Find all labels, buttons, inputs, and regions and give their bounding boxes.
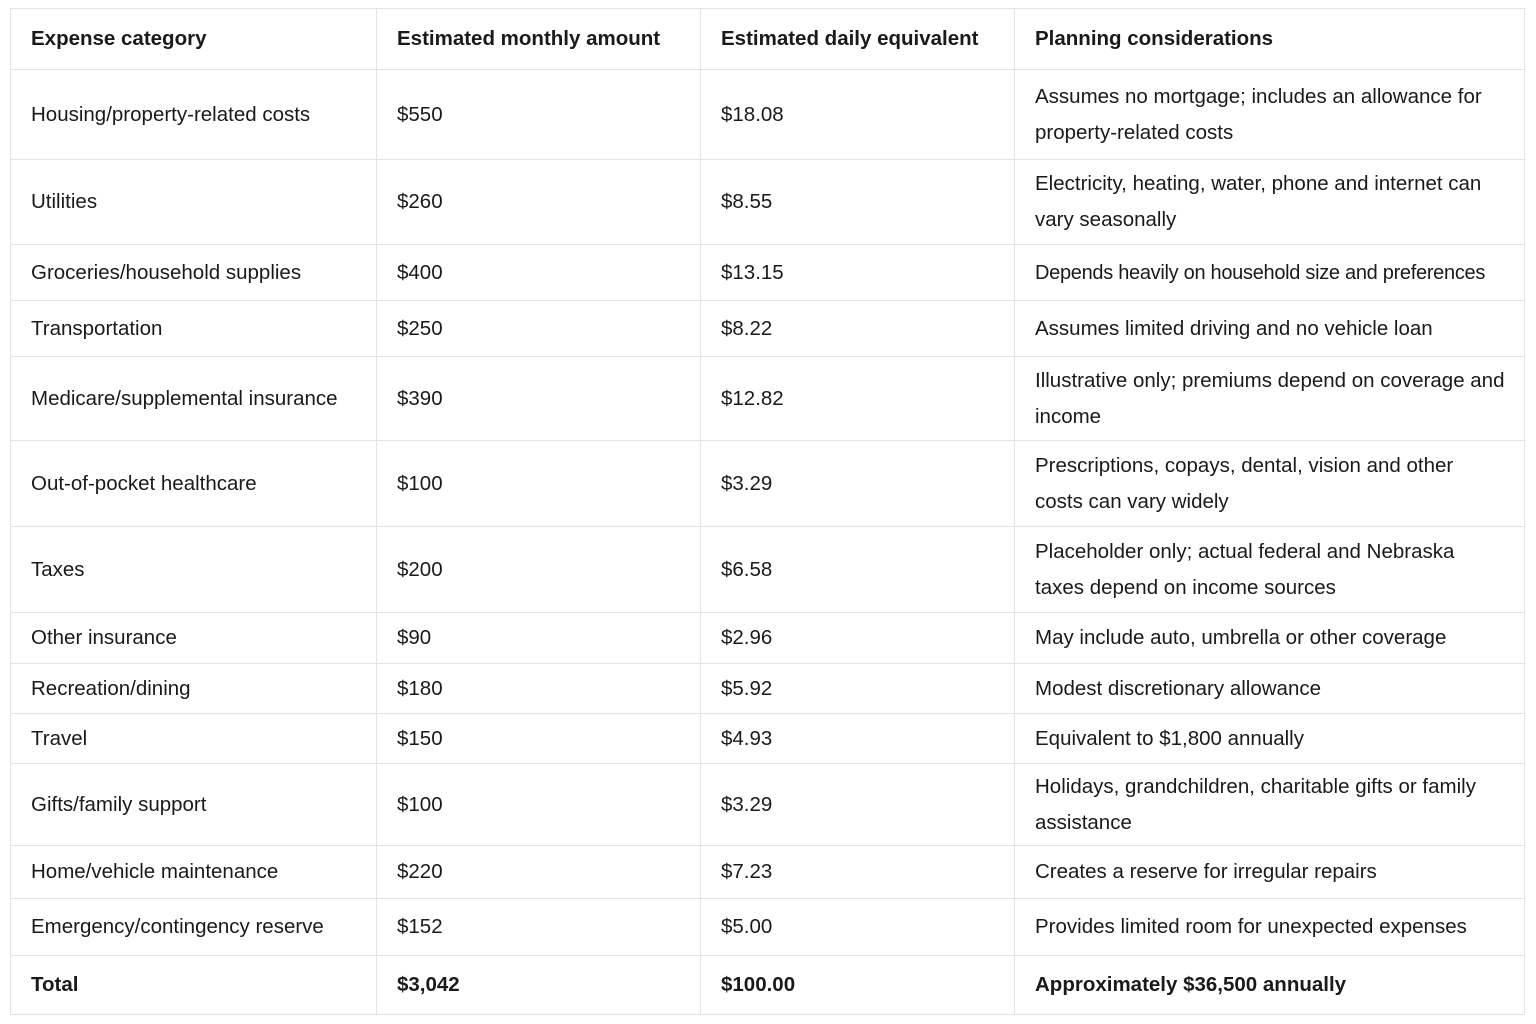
header-expense-category: Expense category — [11, 9, 377, 70]
table-row — [11, 441, 1525, 527]
cell-monthly: $260 — [377, 160, 701, 245]
header-daily-equivalent: Estimated daily equivalent — [701, 9, 1015, 70]
cell-category: Recreation/dining — [11, 664, 377, 714]
cell-note: Depends heavily on household size and preferences — [1015, 245, 1525, 301]
cell-note: Assumes limited driving and no vehicle loan — [1015, 301, 1525, 357]
table-row — [11, 664, 1525, 714]
cell-note: Creates a reserve for irregular repairs — [1015, 846, 1525, 899]
cell-daily: $8.22 — [701, 301, 1015, 357]
table-row — [11, 846, 1525, 899]
cell-category: Gifts/family support — [11, 764, 377, 846]
cell-note: Provides limited room for unexpected expenses — [1015, 899, 1525, 956]
cell-category: Groceries/household supplies — [11, 245, 377, 301]
table-row — [11, 357, 1525, 441]
cell-category: Taxes — [11, 527, 377, 613]
cell-daily: $6.58 — [701, 527, 1015, 613]
total-note: Approximately $36,500 annually — [1015, 956, 1525, 1015]
cell-monthly: $100 — [377, 441, 701, 527]
cell-note: Illustrative only; premiums depend on coverage and income — [1015, 357, 1525, 441]
total-daily: $100.00 — [701, 956, 1015, 1015]
cell-monthly: $250 — [377, 301, 701, 357]
table-row — [11, 714, 1525, 764]
cell-category: Transportation — [11, 301, 377, 357]
cell-daily: $18.08 — [701, 70, 1015, 160]
cell-monthly: $200 — [377, 527, 701, 613]
cell-note: Placeholder only; actual federal and Nebraska taxes depend on income sources — [1015, 527, 1525, 613]
cell-daily: $3.29 — [701, 764, 1015, 846]
cell-monthly: $390 — [377, 357, 701, 441]
cell-monthly: $150 — [377, 714, 701, 764]
cell-category: Other insurance — [11, 613, 377, 664]
total-label: Total — [11, 956, 377, 1015]
cell-note: May include auto, umbrella or other coverage — [1015, 613, 1525, 664]
cell-category: Emergency/contingency reserve — [11, 899, 377, 956]
cell-note: Assumes no mortgage; includes an allowance for property-related costs — [1015, 70, 1525, 160]
table-row — [11, 70, 1525, 160]
cell-monthly: $100 — [377, 764, 701, 846]
table-row — [11, 899, 1525, 956]
cell-daily: $8.55 — [701, 160, 1015, 245]
cell-note: Modest discretionary allowance — [1015, 664, 1525, 714]
cell-note: Holidays, grandchildren, charitable gifts or family assistance — [1015, 764, 1525, 846]
cell-daily: $12.82 — [701, 357, 1015, 441]
total-monthly: $3,042 — [377, 956, 701, 1015]
cell-category: Travel — [11, 714, 377, 764]
cell-monthly: $90 — [377, 613, 701, 664]
table-total-row — [11, 956, 1525, 1015]
cell-category: Utilities — [11, 160, 377, 245]
cell-note: Equivalent to $1,800 annually — [1015, 714, 1525, 764]
expense-table-container — [10, 8, 1524, 1015]
cell-daily: $2.96 — [701, 613, 1015, 664]
cell-category: Housing/property-related costs — [11, 70, 377, 160]
table-row — [11, 527, 1525, 613]
header-monthly-amount: Estimated monthly amount — [377, 9, 701, 70]
cell-category: Medicare/supplemental insurance — [11, 357, 377, 441]
cell-daily: $7.23 — [701, 846, 1015, 899]
cell-daily: $5.00 — [701, 899, 1015, 956]
cell-monthly: $180 — [377, 664, 701, 714]
table-row — [11, 160, 1525, 245]
cell-note: Electricity, heating, water, phone and internet can vary seasonally — [1015, 160, 1525, 245]
cell-daily: $3.29 — [701, 441, 1015, 527]
cell-note: Prescriptions, copays, dental, vision and other costs can vary widely — [1015, 441, 1525, 527]
cell-category: Home/vehicle maintenance — [11, 846, 377, 899]
table-row — [11, 613, 1525, 664]
table-row — [11, 245, 1525, 301]
cell-monthly: $550 — [377, 70, 701, 160]
table-row — [11, 764, 1525, 846]
cell-monthly: $152 — [377, 899, 701, 956]
cell-daily: $5.92 — [701, 664, 1015, 714]
cell-daily: $13.15 — [701, 245, 1015, 301]
cell-category: Out-of-pocket healthcare — [11, 441, 377, 527]
table-row — [11, 301, 1525, 357]
cell-monthly: $220 — [377, 846, 701, 899]
cell-monthly: $400 — [377, 245, 701, 301]
cell-daily: $4.93 — [701, 714, 1015, 764]
table-header-row — [11, 9, 1525, 70]
expense-table — [10, 8, 1525, 1015]
header-planning-considerations: Planning considerations — [1015, 9, 1525, 70]
